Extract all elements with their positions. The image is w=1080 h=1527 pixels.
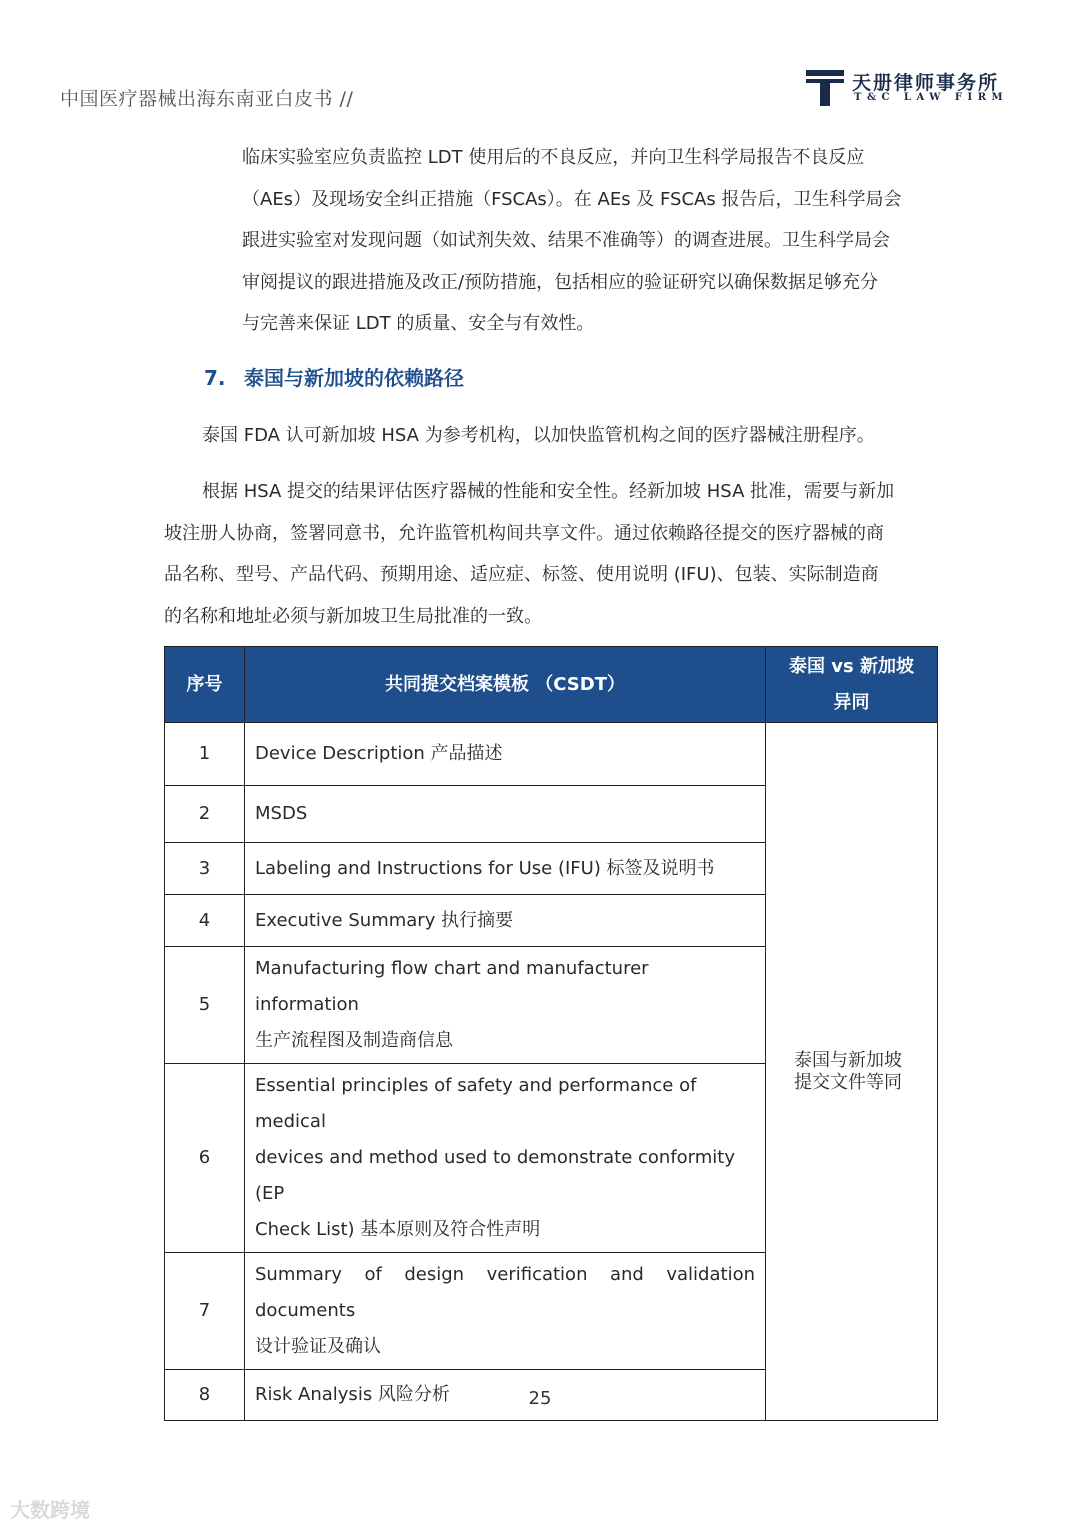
paragraph-line: 与完善来保证 LDT 的质量、安全与有效性。 — [242, 313, 595, 334]
logo-chinese-name: 天册律师事务所 — [852, 72, 1000, 94]
watermark: 大数跨境 — [10, 1498, 90, 1522]
row-document: Device Description 产品描述 — [245, 723, 766, 786]
page-number: 25 — [528, 1388, 552, 1409]
paragraph-line: 审阅提议的跟进措施及改正/预防措施，包括相应的验证研究以确保数据足够充分 — [242, 271, 879, 293]
section-heading — [204, 362, 464, 391]
row-number: 2 — [165, 786, 245, 843]
row-number: 3 — [165, 843, 245, 895]
row-number: 7 — [165, 1253, 245, 1370]
paragraph-line: （AEs）及现场安全纠正措施（FSCAs）。在 AEs 及 FSCAs 报告后，卫生科学局会 — [242, 188, 902, 210]
header-serial-number: 序号 — [165, 647, 245, 723]
header-comparison: 泰国 vs 新加坡 异同 — [766, 647, 938, 723]
law-firm-logo — [806, 68, 1016, 108]
section-title: 泰国与新加坡的依赖路径 — [244, 366, 464, 390]
paragraph-line: 坡注册人协商，签署同意书，允许监管机构间共享文件。通过依赖路径提交的医疗器械的商 — [164, 522, 884, 544]
document-header-title: 中国医疗器械出海东南亚白皮书 // — [60, 88, 354, 110]
paragraph-line: 泰国 FDA 认可新加坡 HSA 为参考机构，以加快监管机构之间的医疗器械注册程序。 — [202, 425, 875, 446]
row-document: Labeling and Instructions for Use (IFU) 标签及说明书 — [245, 843, 766, 895]
paragraph-line: 根据 HSA 提交的结果评估医疗器械的性能和安全性。经新加坡 HSA 批准，需要与新加 — [202, 481, 895, 502]
row-number: 8 — [165, 1370, 245, 1421]
row-number: 4 — [165, 895, 245, 947]
logo-english-name: T&C LAW FIRM — [854, 92, 1009, 103]
comparison-result-cell: 泰国与新加坡 提交文件等同 — [766, 723, 938, 1421]
row-number: 1 — [165, 723, 245, 786]
paragraph-line: 临床实验室应负责监控 LDT 使用后的不良反应，并向卫生科学局报告不良反应 — [242, 147, 865, 168]
table-header-row — [165, 647, 938, 723]
row-document: Risk Analysis 风险分析 — [245, 1370, 766, 1421]
law-firm-logo-icon — [806, 70, 844, 106]
section-number: 7. — [204, 366, 226, 390]
row-document: Summary of design verification and validation documents 设计验证及确认 — [245, 1253, 766, 1370]
paragraph-line: 的名称和地址必须与新加坡卫生局批准的一致。 — [164, 605, 542, 627]
row-number: 6 — [165, 1064, 245, 1253]
row-document: Manufacturing flow chart and manufacturer information 生产流程图及制造商信息 — [245, 947, 766, 1064]
paragraph-line: 品名称、型号、产品代码、预期用途、适应症、标签、使用说明 (IFU)、包装、实际制造商 — [164, 564, 879, 585]
row-number: 5 — [165, 947, 245, 1064]
paragraph-line: 跟进实验室对发现问题（如试剂失效、结果不准确等）的调查进展。卫生科学局会 — [242, 230, 890, 251]
row-document: Executive Summary 执行摘要 — [245, 895, 766, 947]
csdt-comparison-table — [164, 646, 938, 1421]
thai-fda-paragraph — [164, 415, 934, 457]
ldt-monitoring-paragraph — [242, 137, 932, 345]
table-row — [165, 723, 938, 786]
hsa-reliance-paragraph — [164, 471, 934, 637]
row-document: MSDS — [245, 786, 766, 843]
row-document: Essential principles of safety and performance of medical devices and method used to demonstrate conformity (EP Check List) 基本原则及符合性声明 — [245, 1064, 766, 1253]
header-csdt-template: 共同提交档案模板 （CSDT） — [245, 647, 766, 723]
